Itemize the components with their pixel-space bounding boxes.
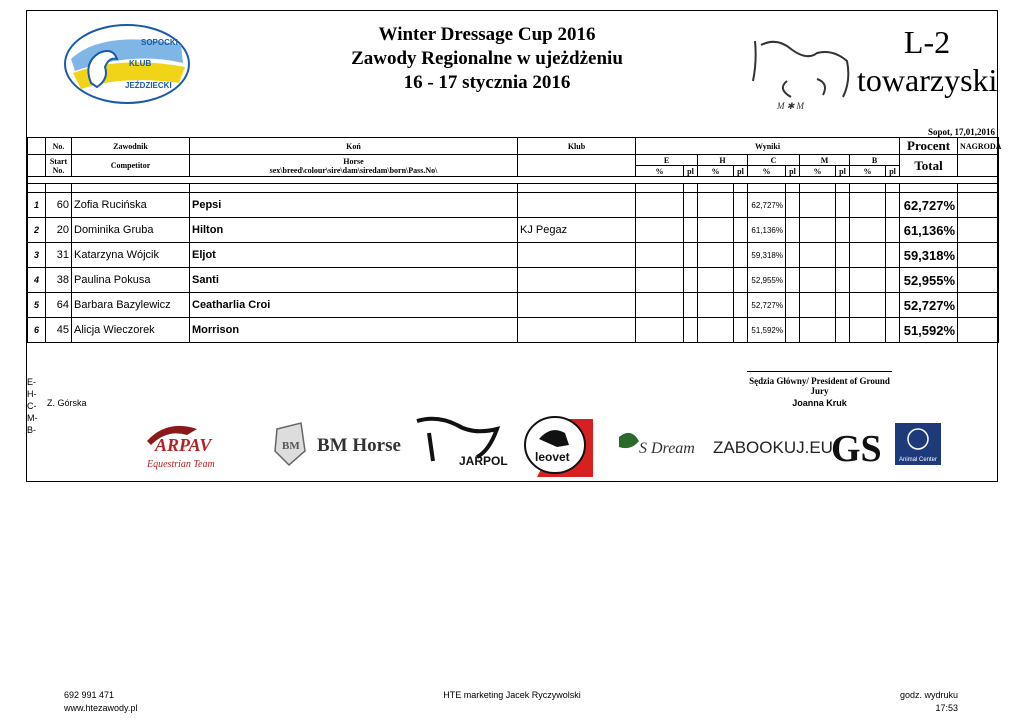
score-m-pct bbox=[800, 318, 836, 343]
col-klub: Klub bbox=[518, 138, 636, 155]
class-level-code: L-2 bbox=[903, 24, 951, 60]
col-wyniki: Wyniki bbox=[636, 138, 900, 155]
judge-letter-b: B- bbox=[27, 425, 36, 435]
club-name bbox=[518, 318, 636, 343]
prize bbox=[958, 218, 999, 243]
start-number: 60 bbox=[46, 193, 72, 218]
col-kon: Koń bbox=[190, 138, 518, 155]
judge-c-name: Z. Górska bbox=[47, 398, 87, 408]
score-m-pct bbox=[800, 268, 836, 293]
jarpol-logo bbox=[417, 419, 508, 468]
leovet-name: leovet bbox=[535, 450, 570, 464]
prize bbox=[958, 318, 999, 343]
judge-b: B bbox=[850, 155, 900, 166]
zabookuj-name: ZABOOKUJ.EU bbox=[713, 438, 833, 457]
event-title-line3: 16 - 17 stycznia 2016 bbox=[403, 72, 571, 93]
footer-right bbox=[900, 689, 958, 715]
start-number: 20 bbox=[46, 218, 72, 243]
event-title bbox=[327, 23, 647, 95]
col-start-no-label: No. bbox=[52, 165, 65, 175]
footer-print-time: 17:53 bbox=[935, 703, 958, 713]
score-b-pct bbox=[850, 193, 886, 218]
score-b-pct bbox=[850, 318, 886, 343]
date-place: Sopot, 17,01,2016 bbox=[927, 127, 995, 137]
class-level bbox=[857, 23, 997, 99]
club-logo-line2: KLUB bbox=[129, 59, 152, 68]
results-sheet bbox=[26, 10, 1002, 482]
score-h-pct bbox=[698, 218, 734, 243]
horse-name: Ceatharlia Croi bbox=[190, 293, 518, 318]
start-number: 64 bbox=[46, 293, 72, 318]
club-name bbox=[518, 193, 636, 218]
pl-label: pl bbox=[886, 166, 900, 177]
table-row bbox=[28, 193, 999, 218]
pl-label: pl bbox=[786, 166, 800, 177]
club-name: KJ Pegaz bbox=[518, 218, 636, 243]
score-e-pct bbox=[636, 318, 684, 343]
score-h-pct bbox=[698, 318, 734, 343]
score-c-pct: 52,727% bbox=[748, 293, 786, 318]
score-h-pct bbox=[698, 193, 734, 218]
judge-c: C bbox=[748, 155, 800, 166]
score-b-pl bbox=[886, 218, 900, 243]
score-b-pl bbox=[886, 318, 900, 343]
results-table bbox=[27, 137, 1002, 343]
score-h-pl bbox=[734, 318, 748, 343]
score-h-pl bbox=[734, 193, 748, 218]
score-b-pl bbox=[886, 293, 900, 318]
leovet-logo bbox=[517, 417, 593, 477]
horse-name: Eljot bbox=[190, 243, 518, 268]
score-b-pl bbox=[886, 268, 900, 293]
arpav-name: ARPAV bbox=[155, 435, 212, 455]
score-m-pl bbox=[836, 268, 850, 293]
col-start-no bbox=[46, 155, 72, 177]
score-c-pl bbox=[786, 293, 800, 318]
score-c-pct: 51,592% bbox=[748, 318, 786, 343]
col-total: Total bbox=[900, 155, 958, 177]
score-c-pl bbox=[786, 268, 800, 293]
horse-name: Morrison bbox=[190, 318, 518, 343]
score-e-pl bbox=[684, 318, 698, 343]
judge-letter-c: C- bbox=[27, 401, 37, 411]
prize bbox=[958, 268, 999, 293]
judge-letter-e: E- bbox=[27, 377, 36, 387]
pct-label: % bbox=[748, 166, 786, 177]
horse-name: Pepsi bbox=[190, 193, 518, 218]
club-name bbox=[518, 268, 636, 293]
rider-name: Alicja Wieczorek bbox=[72, 318, 190, 343]
col-procent: Procent bbox=[900, 138, 958, 155]
event-title-line2: Zawody Regionalne w ujeżdżeniu bbox=[351, 48, 623, 69]
col-horse-sub: sex\breed\colour\sire\dam\siredam\born\Pass.No\ bbox=[269, 165, 438, 175]
rider-name: Dominika Gruba bbox=[72, 218, 190, 243]
pl-label: pl bbox=[684, 166, 698, 177]
rank: 4 bbox=[28, 268, 46, 293]
pct-label: % bbox=[636, 166, 684, 177]
table-row bbox=[28, 318, 999, 343]
score-m-pct bbox=[800, 193, 836, 218]
signature-line bbox=[747, 371, 892, 372]
score-e-pl bbox=[684, 218, 698, 243]
rank: 5 bbox=[28, 293, 46, 318]
footer-phone: 692 991 471 bbox=[64, 690, 115, 700]
col-competitor: Competitor bbox=[72, 155, 190, 177]
total-percent: 61,136% bbox=[900, 218, 958, 243]
score-e-pct bbox=[636, 293, 684, 318]
score-m-pct bbox=[800, 218, 836, 243]
judges-panel bbox=[27, 376, 38, 436]
judge-m: M bbox=[800, 155, 850, 166]
score-b-pct bbox=[850, 268, 886, 293]
score-h-pl bbox=[734, 293, 748, 318]
rank: 1 bbox=[28, 193, 46, 218]
horse-name: Santi bbox=[190, 268, 518, 293]
score-m-pct bbox=[800, 293, 836, 318]
table-row bbox=[28, 218, 999, 243]
score-e-pct bbox=[636, 268, 684, 293]
score-m-pl bbox=[836, 318, 850, 343]
score-m-pct bbox=[800, 243, 836, 268]
footer-center bbox=[0, 689, 1024, 702]
svg-text:BM: BM bbox=[282, 440, 300, 452]
total-percent: 52,727% bbox=[900, 293, 958, 318]
class-level-type: towarzyski bbox=[857, 62, 998, 98]
score-c-pct: 62,727% bbox=[748, 193, 786, 218]
col-start-label: Start bbox=[49, 156, 68, 166]
score-e-pct bbox=[636, 243, 684, 268]
footer-marketing: HTE marketing Jacek Ryczywolski bbox=[443, 690, 581, 700]
club-name bbox=[518, 243, 636, 268]
club-logo-line3: JEŹDZIECKI bbox=[125, 81, 172, 90]
arpav-sub: Equestrian Team bbox=[147, 459, 215, 470]
score-b-pct bbox=[850, 218, 886, 243]
bm-name: BM Horse bbox=[317, 435, 401, 456]
score-m-pl bbox=[836, 218, 850, 243]
col-horse-label: Horse bbox=[343, 156, 364, 166]
result-rows bbox=[28, 193, 999, 343]
rider-name: Paulina Pokusa bbox=[72, 268, 190, 293]
header-row-2 bbox=[28, 155, 999, 166]
rank: 2 bbox=[28, 218, 46, 243]
score-c-pl bbox=[786, 243, 800, 268]
score-c-pct: 61,136% bbox=[748, 218, 786, 243]
table-row bbox=[28, 243, 999, 268]
judge-e: E bbox=[636, 155, 698, 166]
score-b-pl bbox=[886, 243, 900, 268]
score-c-pl bbox=[786, 318, 800, 343]
score-e-pl bbox=[684, 193, 698, 218]
total-percent: 59,318% bbox=[900, 243, 958, 268]
table-row bbox=[28, 293, 999, 318]
total-percent: 52,955% bbox=[900, 268, 958, 293]
col-horse bbox=[190, 155, 518, 177]
arpav-logo bbox=[146, 426, 215, 470]
pct-label: % bbox=[698, 166, 734, 177]
start-number: 38 bbox=[46, 268, 72, 293]
prize bbox=[958, 293, 999, 318]
score-h-pct bbox=[698, 293, 734, 318]
start-number: 31 bbox=[46, 243, 72, 268]
score-b-pct bbox=[850, 243, 886, 268]
pl-label: pl bbox=[734, 166, 748, 177]
signature-block bbox=[747, 371, 892, 408]
signature-title: Sędzia Główny/ President of Ground Jury bbox=[749, 376, 890, 396]
col-no: No. bbox=[46, 138, 72, 155]
club-name bbox=[518, 293, 636, 318]
footer-web[interactable]: www.htezawody.pl bbox=[64, 703, 138, 713]
score-h-pl bbox=[734, 268, 748, 293]
bm-horse-logo bbox=[275, 423, 401, 465]
pl-label: pl bbox=[836, 166, 850, 177]
footer-print-label: godz. wydruku bbox=[899, 690, 958, 700]
svg-text:M ✱ M: M ✱ M bbox=[777, 101, 805, 111]
score-e-pl bbox=[684, 268, 698, 293]
score-e-pct bbox=[636, 218, 684, 243]
score-e-pl bbox=[684, 243, 698, 268]
col-nagroda: NAGRODA bbox=[958, 138, 999, 155]
rider-name: Katarzyna Wójcik bbox=[72, 243, 190, 268]
score-h-pct bbox=[698, 243, 734, 268]
animal-center-logo bbox=[895, 423, 941, 465]
score-m-pl bbox=[836, 243, 850, 268]
rank: 6 bbox=[28, 318, 46, 343]
club-logo bbox=[63, 23, 191, 105]
rider-name: Barbara Bazylewicz bbox=[72, 293, 190, 318]
club-logo-line1: SOPOCKI bbox=[141, 38, 178, 47]
score-c-pct: 59,318% bbox=[748, 243, 786, 268]
gs-logo bbox=[831, 428, 882, 470]
col-zawodnik: Zawodnik bbox=[72, 138, 190, 155]
rider-name: Zofia Rucińska bbox=[72, 193, 190, 218]
start-number: 45 bbox=[46, 318, 72, 343]
judge-h: H bbox=[698, 155, 748, 166]
score-m-pl bbox=[836, 293, 850, 318]
score-c-pl bbox=[786, 193, 800, 218]
score-e-pl bbox=[684, 293, 698, 318]
horse-name: Hilton bbox=[190, 218, 518, 243]
header-row-1 bbox=[28, 138, 999, 155]
score-m-pl bbox=[836, 193, 850, 218]
event-title-line1: Winter Dressage Cup 2016 bbox=[378, 24, 596, 45]
jarpol-name: JARPOL bbox=[459, 454, 508, 468]
prize bbox=[958, 243, 999, 268]
score-h-pl bbox=[734, 218, 748, 243]
pct-label: % bbox=[800, 166, 836, 177]
score-c-pct: 52,955% bbox=[748, 268, 786, 293]
rank: 3 bbox=[28, 243, 46, 268]
prize bbox=[958, 193, 999, 218]
total-percent: 51,592% bbox=[900, 318, 958, 343]
animal-center-name: Animal Center bbox=[898, 457, 938, 463]
score-h-pct bbox=[698, 268, 734, 293]
judge-letter-m: M- bbox=[27, 413, 38, 423]
score-b-pl bbox=[886, 193, 900, 218]
sponsor-logos bbox=[137, 411, 938, 476]
judge-letter-h: H- bbox=[27, 389, 37, 399]
score-b-pct bbox=[850, 293, 886, 318]
gs-name: GS bbox=[831, 428, 882, 470]
score-h-pl bbox=[734, 243, 748, 268]
dream-name: S Dream bbox=[639, 440, 695, 457]
signature-name: Joanna Kruk bbox=[792, 398, 847, 408]
total-percent: 62,727% bbox=[900, 193, 958, 218]
pct-label: % bbox=[850, 166, 886, 177]
score-e-pct bbox=[636, 193, 684, 218]
score-c-pl bbox=[786, 218, 800, 243]
s-dream-logo bbox=[619, 433, 695, 457]
table-row bbox=[28, 268, 999, 293]
horse-sketch-logo bbox=[747, 31, 857, 113]
